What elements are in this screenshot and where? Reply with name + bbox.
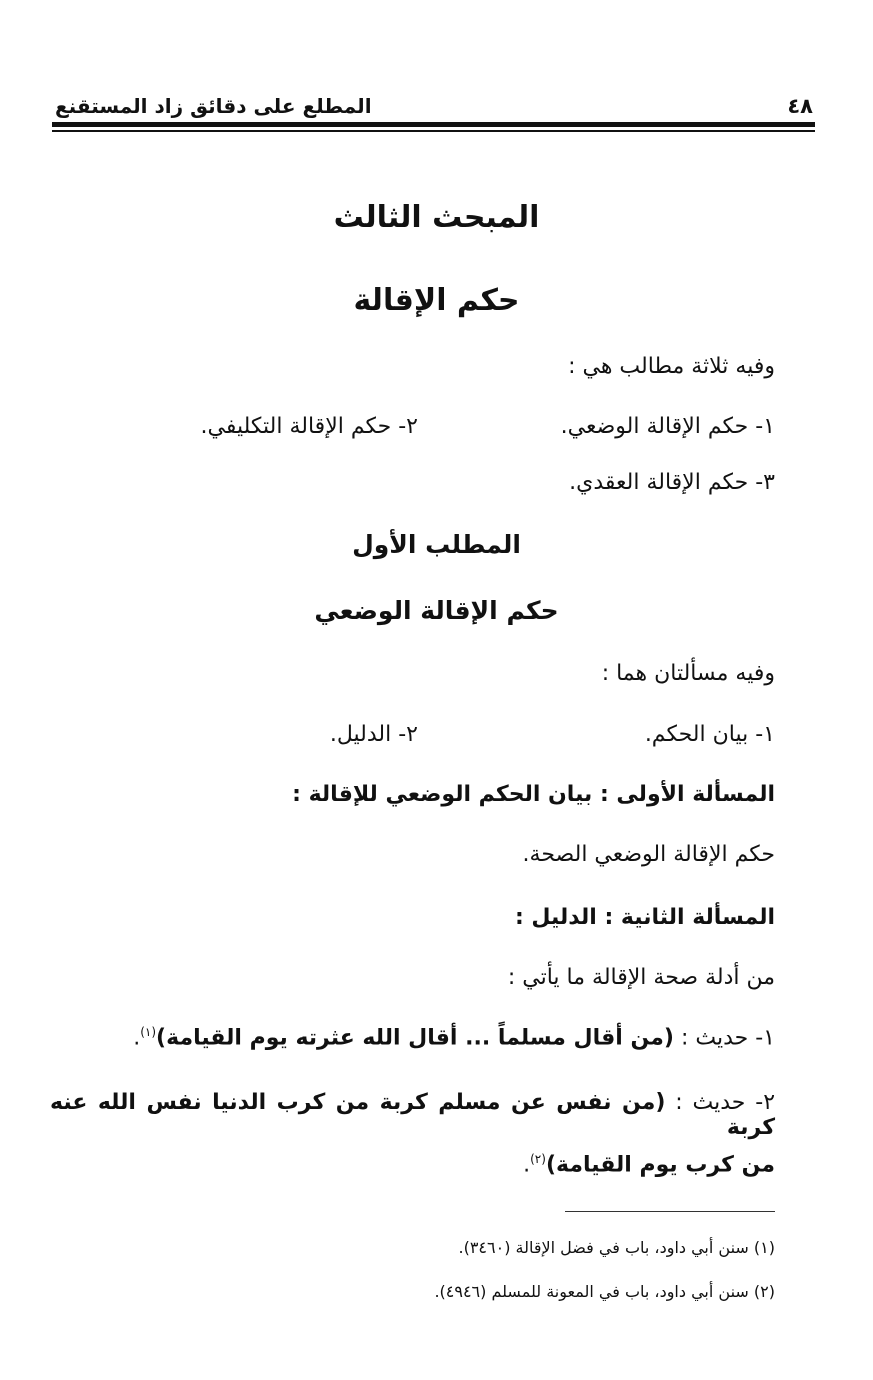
footnote-separator	[565, 1211, 775, 1212]
section-title: المبحث الثالث	[333, 200, 540, 235]
hadith-2-end: .	[523, 1152, 531, 1178]
hadith-2-line-1	[50, 1090, 775, 1140]
section-item-1: ١- حكم الإقالة الوضعي.	[560, 414, 775, 439]
header-rule-thick	[52, 122, 815, 127]
page-number: ٤٨	[787, 94, 813, 118]
footnote-ref-1: (١)	[140, 1025, 157, 1039]
header-rule-thin	[52, 130, 815, 132]
issue-2-intro: من أدلة صحة الإقالة ما يأتي :	[507, 965, 775, 990]
hadith-1-end: .	[133, 1025, 141, 1051]
footnote-2: (٢) سنن أبي داود، باب في المعونة للمسلم (٤٩٤٦).	[434, 1282, 775, 1301]
subsection-intro: وفيه مسألتان هما :	[601, 661, 775, 686]
footnote-ref-2: (٢)	[530, 1152, 546, 1166]
subsection-item-1: ١- بيان الحكم.	[644, 722, 775, 747]
section-item-2: ٢- حكم الإقالة التكليفي.	[200, 414, 418, 439]
hadith-2-text-line-1: (من نفس عن مسلم كربة من كرب الدنيا نفس الله عنه كربة	[50, 1090, 775, 1140]
issue-2-heading: المسألة الثانية : الدليل :	[514, 905, 775, 930]
issue-1-text: حكم الإقالة الوضعي الصحة.	[522, 842, 775, 867]
hadith-2-text-line-2: من كرب يوم القيامة)	[545, 1152, 775, 1178]
hadith-1-text: (من أقال مسلماً ... أقال الله عثرته يوم القيامة)	[156, 1025, 674, 1051]
hadith-2-line-2	[523, 1152, 775, 1177]
hadith-1	[133, 1025, 775, 1050]
section-intro: وفيه ثلاثة مطالب هي :	[568, 354, 775, 379]
subsection-title: المطلب الأول	[352, 530, 521, 559]
subsection-item-2: ٢- الدليل.	[329, 722, 418, 747]
running-header-title: المطلع على دقائق زاد المستقنع	[55, 94, 372, 118]
footnote-1: (١) سنن أبي داود، باب في فضل الإقالة (٣٤٦٠).	[458, 1238, 775, 1257]
hadith-1-prefix: ١- حديث :	[680, 1025, 775, 1051]
issue-1-heading: المسألة الأولى : بيان الحكم الوضعي للإقالة :	[292, 782, 775, 807]
subsection-subtitle: حكم الإقالة الوضعي	[314, 596, 559, 625]
section-subtitle: حكم الإقالة	[353, 283, 520, 318]
hadith-2-prefix: ٢- حديث :	[675, 1090, 776, 1115]
section-item-3: ٣- حكم الإقالة العقدي.	[569, 470, 775, 495]
